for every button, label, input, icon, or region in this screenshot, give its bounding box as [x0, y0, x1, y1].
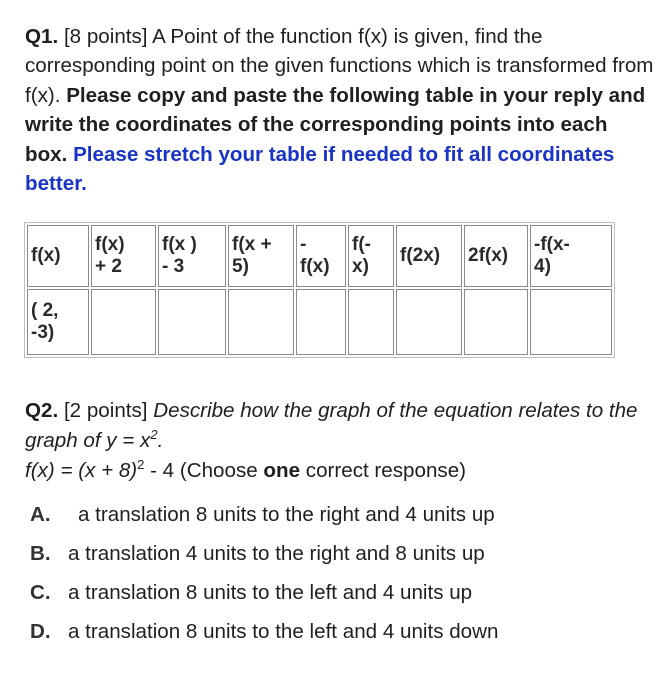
answer-cell-fx-plus-5[interactable]: [228, 289, 294, 355]
header-cell-f-2x: f(2x): [396, 225, 462, 287]
choice-d[interactable]: [30, 612, 650, 651]
choice-d-text: a translation 8 units to the left and 4 units down: [68, 620, 499, 643]
choice-a-letter: A.: [30, 503, 51, 526]
choice-a[interactable]: [30, 495, 650, 534]
header-cell-fx-plus-2: f(x) + 2: [91, 225, 156, 287]
header-cell-neg-f-x-minus-4: -f(x- 4): [530, 225, 612, 287]
answer-cell-fx-minus-3[interactable]: [158, 289, 226, 355]
question-2-prompt: [25, 396, 655, 456]
answer-cell-2fx[interactable]: [464, 289, 528, 355]
choice-b-text: a translation 4 units to the right and 8 units up: [68, 542, 485, 565]
question-2-equation: $f(x) = (x + 8)^2 - 4$ (Choose one correct response): [25, 457, 467, 482]
header-cell-neg-fx: - f(x): [296, 225, 346, 287]
header-cell-fx: f(x): [27, 225, 89, 287]
header-cell-2fx: 2f(x): [464, 225, 528, 287]
question-1-points: [8 points]: [63, 25, 148, 48]
question-2-points: [2 points]: [63, 399, 148, 422]
choice-b-letter: B.: [30, 542, 51, 565]
answer-cell-neg-f-x-minus-4[interactable]: [530, 289, 612, 355]
header-cell-fx-plus-5: f(x + 5): [228, 225, 294, 287]
choice-c[interactable]: [30, 573, 650, 612]
question-2-label: Q2.: [25, 399, 59, 422]
choice-c-text: a translation 8 units to the left and 4 units up: [68, 581, 473, 604]
coordinates-table-container: [24, 222, 615, 358]
answer-cell-fx-plus-2[interactable]: [91, 289, 156, 355]
coordinates-table: [24, 222, 615, 358]
answer-choices: [30, 495, 650, 651]
question-1-instruction: Please copy and paste the following table in your reply and write the coordinates of the corresponding points into each box.: [25, 83, 646, 166]
header-cell-f-neg-x: f(- x): [348, 225, 394, 287]
table-header-row: [27, 225, 612, 287]
question-2: [25, 396, 655, 486]
answer-cell-f-neg-x[interactable]: [348, 289, 394, 355]
choice-c-letter: C.: [30, 581, 51, 604]
answer-cell-neg-fx[interactable]: [296, 289, 346, 355]
question-1-label: Q1.: [25, 25, 59, 48]
answer-cell-f-2x[interactable]: [396, 289, 462, 355]
header-cell-fx-minus-3: f(x ) - 3: [158, 225, 226, 287]
given-point-cell: ( 2, -3): [27, 289, 89, 355]
choice-b[interactable]: [30, 534, 650, 573]
question-1-stretch-note: Please stretch your table if needed to fit all coordinates better.: [25, 142, 615, 196]
table-row: [27, 289, 612, 355]
choice-a-text: a translation 8 units to the right and 4 units up: [78, 503, 495, 526]
question-1: [25, 22, 655, 198]
choice-d-letter: D.: [30, 620, 51, 643]
question-1-text: A Point of the function f(x) is given, find the corresponding point on the given functions which is transformed from f(x).: [25, 25, 654, 107]
question-2-text: Describe how the graph of the equation relates to the graph of $y = x^2$.: [25, 399, 638, 452]
